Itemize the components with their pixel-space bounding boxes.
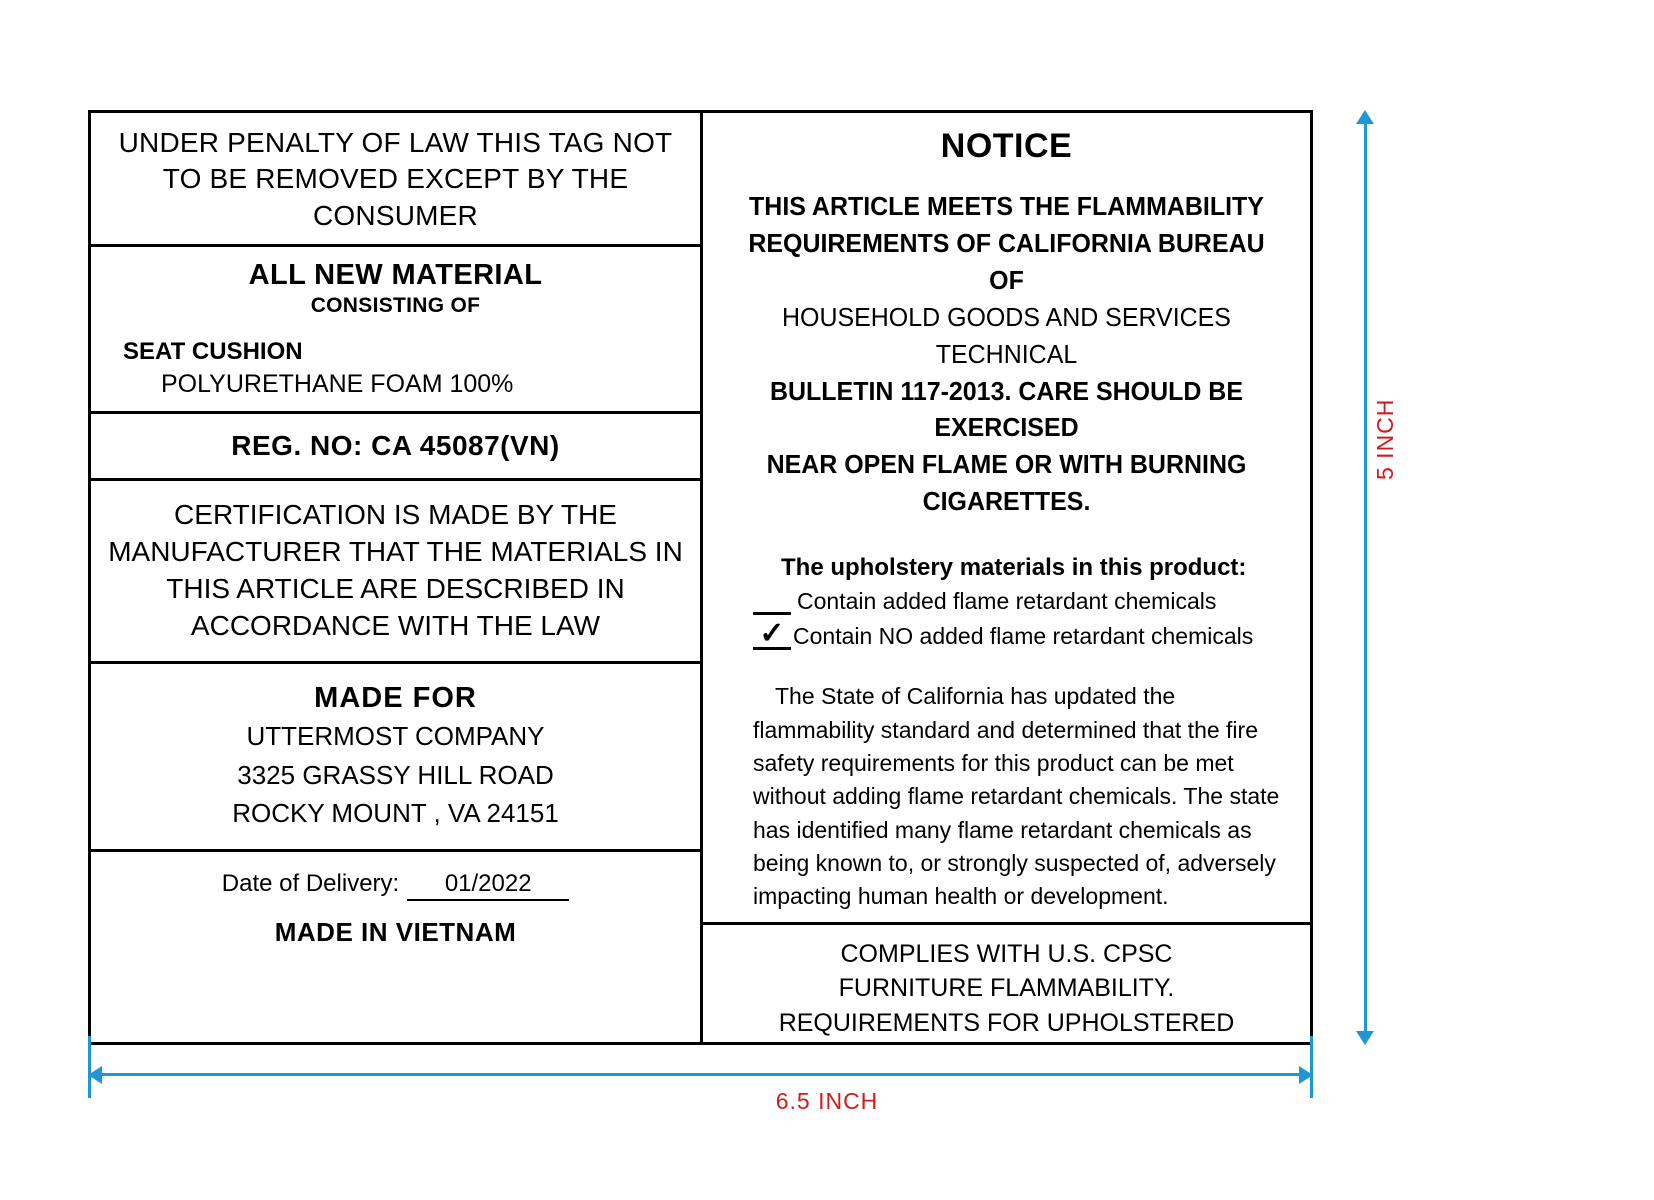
- width-dimension-label: 6.5 INCH: [775, 1088, 879, 1114]
- made-in-country: MADE IN VIETNAM: [274, 916, 517, 947]
- certification-statement: CERTIFICATION IS MADE BY THE MANUFACTURER THAT THE MATERIALS IN THIS ARTICLE ARE DESCRIBED IN ACCORDANCE WITH THE LAW: [91, 481, 700, 664]
- dimension-line-vertical: [1364, 118, 1367, 1037]
- cpsc-line-2: FURNITURE FLAMMABILITY.: [838, 974, 1175, 1003]
- width-dimension-arrow: [88, 1060, 1313, 1090]
- delivery-date-value: 01/2022: [407, 870, 569, 901]
- notice-title: NOTICE: [940, 127, 1073, 165]
- penalty-notice-cell: UNDER PENALTY OF LAW THIS TAG NOT TO BE REMOVED EXCEPT BY THE CONSUMER: [91, 113, 700, 247]
- label-right-column: [703, 113, 1310, 1042]
- all-new-material-title: ALL NEW MATERIAL: [248, 259, 543, 292]
- label-left-column: [91, 113, 703, 1042]
- dimension-line-horizontal: [98, 1073, 1303, 1076]
- delivery-cell: [91, 852, 700, 958]
- option-contains-no-label: Contain NO added flame retardant chemicals: [793, 623, 1254, 650]
- state-of-california-paragraph: [719, 680, 1294, 913]
- material-cell: [91, 247, 700, 414]
- made-for-city-state: ROCKY MOUNT , VA 24151: [232, 798, 559, 829]
- notice-paragraph-line-4: BULLETIN 117-2013. CARE SHOULD BE EXERCISED: [770, 375, 1243, 443]
- state-paragraph-text: The State of California has updated the flammability standard and determined that the fire safety requirements for this product can be met without adding flame retardant chemicals. The state has identified many flame retardant chemicals as being known to, or strongly suspected of, adversely impacting human health or development.: [753, 683, 1280, 910]
- cpsc-line-3: REQUIREMENTS FOR UPHOLSTERED: [778, 1008, 1235, 1037]
- arrow-right-icon: [1299, 1066, 1313, 1084]
- upholstery-heading: The upholstery materials in this product:: [781, 554, 1247, 582]
- flammability-label: [88, 110, 1313, 1045]
- made-for-company: UTTERMOST COMPANY: [246, 720, 545, 751]
- made-for-street: 3325 GRASSY HILL ROAD: [237, 759, 554, 790]
- checkbox-contains-unchecked[interactable]: [753, 590, 791, 615]
- height-dimension-label: 5 INCH: [1372, 398, 1398, 480]
- notice-paragraph-line-5: NEAR OPEN FLAME OR WITH BURNING CIGARETTES.: [766, 449, 1247, 517]
- registration-number: REG. NO: CA 45087(VN): [91, 414, 700, 481]
- height-dimension-arrow: [1345, 110, 1385, 1045]
- notice-paragraph: [731, 188, 1283, 520]
- notice-cell: [703, 113, 1310, 922]
- component-name: SEAT CUSHION: [123, 338, 303, 366]
- made-for-title: MADE FOR: [314, 681, 477, 714]
- made-for-cell: [91, 664, 700, 852]
- arrow-down-icon: [1356, 1031, 1374, 1045]
- consisting-of-label: CONSISTING OF: [310, 294, 481, 318]
- notice-paragraph-line-1: THIS ARTICLE MEETS THE FLAMMABILITY: [749, 191, 1264, 221]
- notice-paragraph-line-2: REQUIREMENTS OF CALIFORNIA BUREAU OF: [748, 227, 1265, 295]
- component-description: POLYURETHANE FOAM 100%: [161, 370, 514, 399]
- cpsc-line-1: COMPLIES WITH U.S. CPSC: [840, 939, 1173, 968]
- option-contains-no-row[interactable]: [719, 617, 1294, 651]
- option-contains-label: Contain added flame retardant chemicals: [797, 588, 1217, 615]
- delivery-row: [222, 870, 569, 901]
- option-contains-row[interactable]: [719, 588, 1294, 615]
- checkbox-contains-no-checked[interactable]: ✓: [753, 621, 791, 650]
- delivery-date-label: Date of Delivery:: [221, 869, 400, 897]
- cpsc-compliance-cell: [703, 922, 1310, 1047]
- notice-paragraph-line-3: HOUSEHOLD GOODS AND SERVICES TECHNICAL: [782, 301, 1231, 369]
